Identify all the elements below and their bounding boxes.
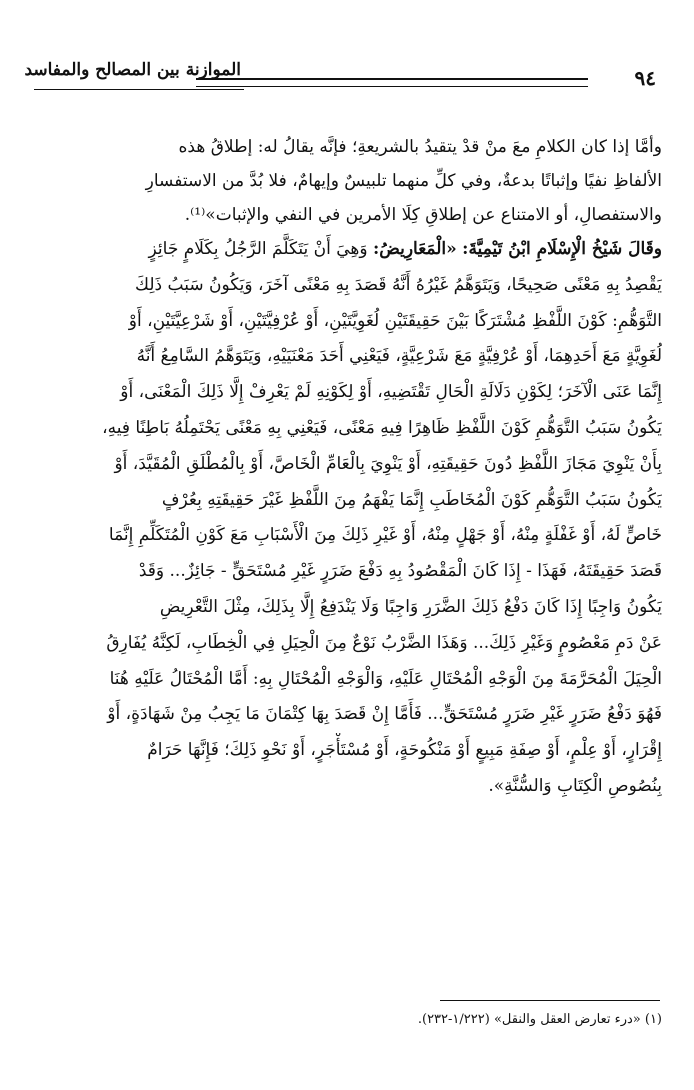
footnote: (١) «درء تعارض العقل والنقل» (١/٢٢٢-٢٣٢). <box>417 1012 662 1027</box>
footnote-rule <box>440 1000 660 1001</box>
text-line <box>30 232 662 268</box>
text-line: التَّوَهُّمِ: كَوْنَ اللَّفْظِ مُشْتَرَكًا بَيْنَ حَقِيقَتَيْنِ لُغَوِيَّتَيْنِ، أَوْ عُرْفِيَّتَيْنِ، أَوْ شَرْعِيَّتَيْنِ، أَوْ <box>128 310 662 331</box>
text-line: فَهُوَ دَفْعُ ضَرَرٍ غَيْرِ ضَرَرٍ مُسْتَحَقٍّ... فَأَمَّا إِنْ قَصَدَ بِهَا كِتْمَانَ مَا يَجِبُ مِنْ شَهَادَةٍ، أَوْ <box>107 704 662 725</box>
text-line: يَكُونُ وَاجِبًا إِذَا كَانَ دَفْعُ ذَلِكَ الضَّرَرِ وَاجِبًا وَلَا يَنْدَفِعُ إِلَّا بِذَلِكَ، مِثْلَ التَّعْرِيضِ <box>159 596 662 617</box>
text-line: بِأَنْ يَنْوِيَ مَجَازَ اللَّفْظِ دُونَ حَقِيقَتِهِ، أَوْ يَنْوِيَ بِالْعَامِّ الْخَاصَّ، أَوْ بِالْمُطْلَقِ الْمُقَيَّدَ، أَوْ <box>114 453 662 474</box>
text-line: عَنْ دَمِ مَعْصُومٍ وَغَيْرِ ذَلِكَ... وَهَذَا الضَّرْبُ نَوْعٌ مِنَ الْحِيَلِ فِي الْخِطَابِ، لَكِنَّهُ يُفَارِقُ <box>106 632 662 653</box>
text-line: لُغَوِيَّةٍ مَعَ أَحَدِهِمَا، أَوْ عُرْفِيَّةٍ مَعَ شَرْعِيَّةٍ، فَيَعْنِي أَحَدَ مَعْنَيَيْهِ، وَيَتَوَهَّمُ السَّامِعُ أَنَّهُ <box>136 346 662 367</box>
text-line: يَكُونُ سَبَبُ التَّوَهُّمِ كَوْنَ الْمُخَاطَبِ إِنَّمَا يَفْهَمُ مِنَ اللَّفْظِ غَيْرَ حَقِيقَتِهِ بِعُرْفٍ <box>161 489 662 510</box>
header-rule <box>196 78 588 87</box>
text-line: إِقْرَارٍ، أَوْ عِلْمٍ، أَوْ صِفَةِ مَبِيعٍ أَوْ مَنْكُوحَةٍ، أَوْ مُسْتَأْجَرٍ، أَوْ نَحْوِ ذَلِكَ؛ فَإِنَّهَا حَرَامٌ <box>147 740 662 761</box>
running-title: الموازنة بين المصالح والمفاسد <box>24 60 241 80</box>
quote-intro: وقَالَ شَيْخُ الْإِسْلَامِ ابْنُ تَيْمِيَّةَ: <box>462 239 662 259</box>
paragraph-1 <box>30 130 662 232</box>
text-line: والاستفصالِ، أو الامتناع عن إطلاقِ كِلَا الأمرين في النفي والإثبات»⁽¹⁾. <box>184 205 662 225</box>
text-line: بِنُصُوصِ الْكِتَابِ وَالسُّنَّةِ». <box>488 775 662 796</box>
text-line: وأمَّا إذا كان الكلامِ معَ منْ قدْ يتقيدُ بالشريعةِ؛ فإنَّه يقالُ له: إطلاقُ هذه <box>178 137 662 157</box>
page-number: ٩٤ <box>634 66 656 90</box>
text-fragment: وَهِيَ أَنْ يَتَكَلَّمَ الرَّجُلُ بِكَلَامٍ جَائِزٍ <box>148 239 368 259</box>
text-line: قَصَدَ حَقِيقَتَهُ، فَهَذَا - إِذَا كَانَ الْمَقْصُودُ بِهِ دَفْعَ ضَرَرٍ غَيْرِ مُسْتَحَقٍّ - جَائِزٌ... وَقَدْ <box>138 561 662 582</box>
page-header <box>26 56 666 98</box>
text-line: الألفاظِ نفيًا وإثباتًا بدعةٌ، وفي كلِّ منهما تلبيسٌ وإيهامٌ، فلا بُدَّ من الاستفسارِ <box>145 171 662 191</box>
term-heading: «الْمَعَارِيضُ: <box>372 239 457 259</box>
main-text <box>30 130 662 805</box>
text-line: يَقْصِدُ بِهِ مَعْنًى صَحِيحًا، وَيَتَوَهَّمُ غَيْرُهُ أَنَّهُ قَصَدَ بِهِ مَعْنًى آخَرَ، وَيَكُونُ سَبَبُ ذَلِكَ <box>135 274 662 295</box>
text-line: الْحِيَلَ الْمُحَرَّمَةَ مِنَ الْوَجْهِ الْمُحْتَالِ عَلَيْهِ، وَالْوَجْهِ الْمُحْتَالِ بِهِ: أَمَّا الْمُحْتَالُ عَلَيْهِ هُنَا <box>109 668 662 689</box>
text-line: خَاصٍّ لَهُ، أَوْ غَفْلَةٍ مِنْهُ، أَوْ جَهْلٍ مِنْهُ، أَوْ غَيْرِ ذَلِكَ مِنَ الْأَسْبَابِ مَعَ كَوْنِ الْمُتَكَلِّمِ إِنَّمَا <box>108 525 662 546</box>
text-line: يَكُونُ سَبَبُ التَّوَهُّمِ كَوْنَ اللَّفْظِ ظَاهِرًا فِيهِ مَعْنًى، فَيَعْنِي بِهِ مَعْنًى يَحْتَمِلُهُ بَاطِنًا فِيهِ، <box>102 417 662 438</box>
text-line: إِنَّمَا عَنَى الْآخَرَ؛ لِكَوْنِ دَلَالَةِ الْحَالِ تَقْتَضِيهِ، أَوْ لِكَوْنِهِ لَمْ يَعْرِفْ إِلَّا ذَلِكَ الْمَعْنَى، أَوْ <box>120 382 662 403</box>
paragraph-2 <box>30 232 662 805</box>
title-underline <box>34 89 244 90</box>
